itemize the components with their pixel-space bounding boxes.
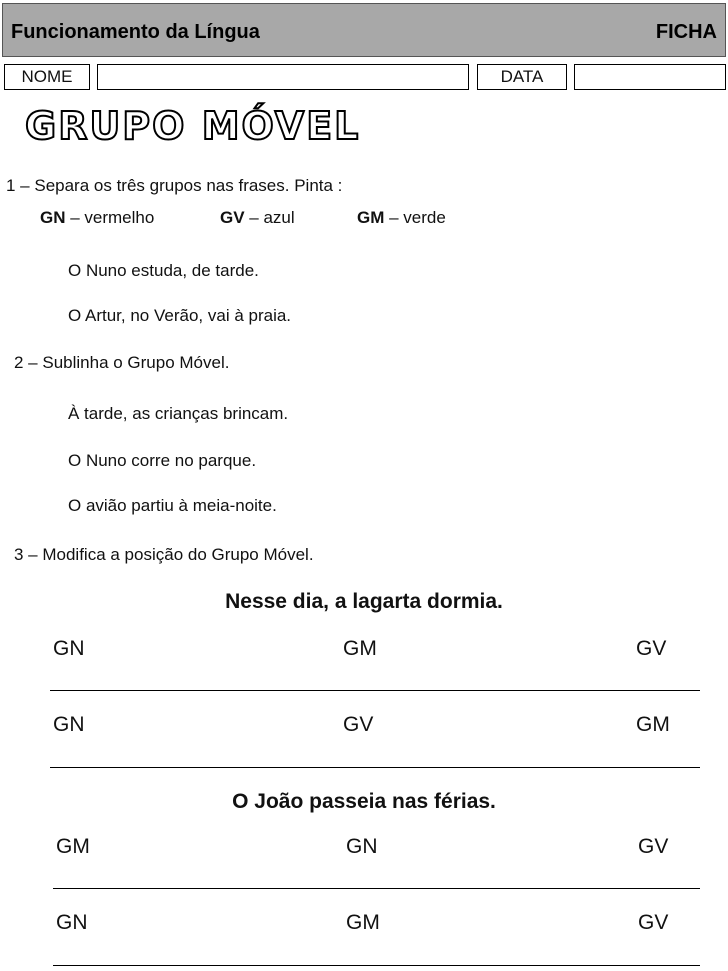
q3-ex1-row2-col3: GM: [636, 713, 670, 736]
q1-prompt: 1 – Separa os três grupos nas frases. Pinta :: [6, 176, 343, 195]
q2-prompt: 2 – Sublinha o Grupo Móvel.: [14, 353, 230, 372]
q3-ex2-row1-col3: GV: [638, 835, 669, 858]
q3-ex1-row2-col2: GV: [343, 713, 374, 736]
legend-gm-abbr: GM: [357, 208, 385, 227]
q2-sentence-1: À tarde, as crianças brincam.: [68, 404, 289, 423]
answer-line[interactable]: [50, 767, 700, 768]
q3-ex1-row2-col1: GN: [53, 713, 85, 736]
data-field[interactable]: [574, 64, 726, 90]
q1-sentence-2: O Artur, no Verão, vai à praia.: [68, 306, 292, 325]
legend-gn-abbr: GN: [40, 208, 66, 227]
page-title: GRUPO MÓVEL: [25, 104, 361, 148]
q3-sentence-2: O João passeia nas férias.: [232, 790, 496, 813]
legend-gv-abbr: GV: [220, 208, 245, 227]
legend-gv: [220, 208, 295, 228]
data-label: DATA: [477, 64, 567, 90]
q3-ex2-row1-col2: GN: [346, 835, 378, 858]
q3-ex1-row1-col1: GN: [53, 637, 85, 660]
q3-ex2-row1-col1: GM: [56, 835, 90, 858]
answer-line[interactable]: [53, 965, 700, 966]
nome-label: NOME: [4, 64, 90, 90]
q2-sentence-2: O Nuno corre no parque.: [68, 451, 257, 470]
answer-line[interactable]: [50, 690, 700, 691]
legend-gm-text: – verde: [384, 208, 446, 227]
q1-sentence-1: O Nuno estuda, de tarde.: [68, 261, 259, 280]
q3-ex2-row2-col2: GM: [346, 911, 380, 934]
q2-sentence-3: O avião partiu à meia-noite.: [68, 496, 277, 515]
nome-field[interactable]: [97, 64, 469, 90]
header-title: Funcionamento da Língua: [11, 21, 260, 43]
header-ficha: FICHA: [655, 21, 717, 43]
answer-line[interactable]: [53, 888, 700, 889]
legend-gn-text: – vermelho: [65, 208, 155, 227]
q3-ex2-row2-col3: GV: [638, 911, 669, 934]
legend-gm: [357, 208, 446, 228]
q3-sentence-1: Nesse dia, a lagarta dormia.: [225, 590, 503, 613]
q3-prompt: 3 – Modifica a posição do Grupo Móvel.: [14, 545, 314, 564]
legend-gv-text: – azul: [244, 208, 295, 227]
legend-gn: [40, 208, 154, 228]
q3-ex1-row1-col2: GM: [343, 637, 377, 660]
q3-ex2-row2-col1: GN: [56, 911, 88, 934]
q3-ex1-row1-col3: GV: [636, 637, 667, 660]
page-header: [2, 3, 726, 57]
